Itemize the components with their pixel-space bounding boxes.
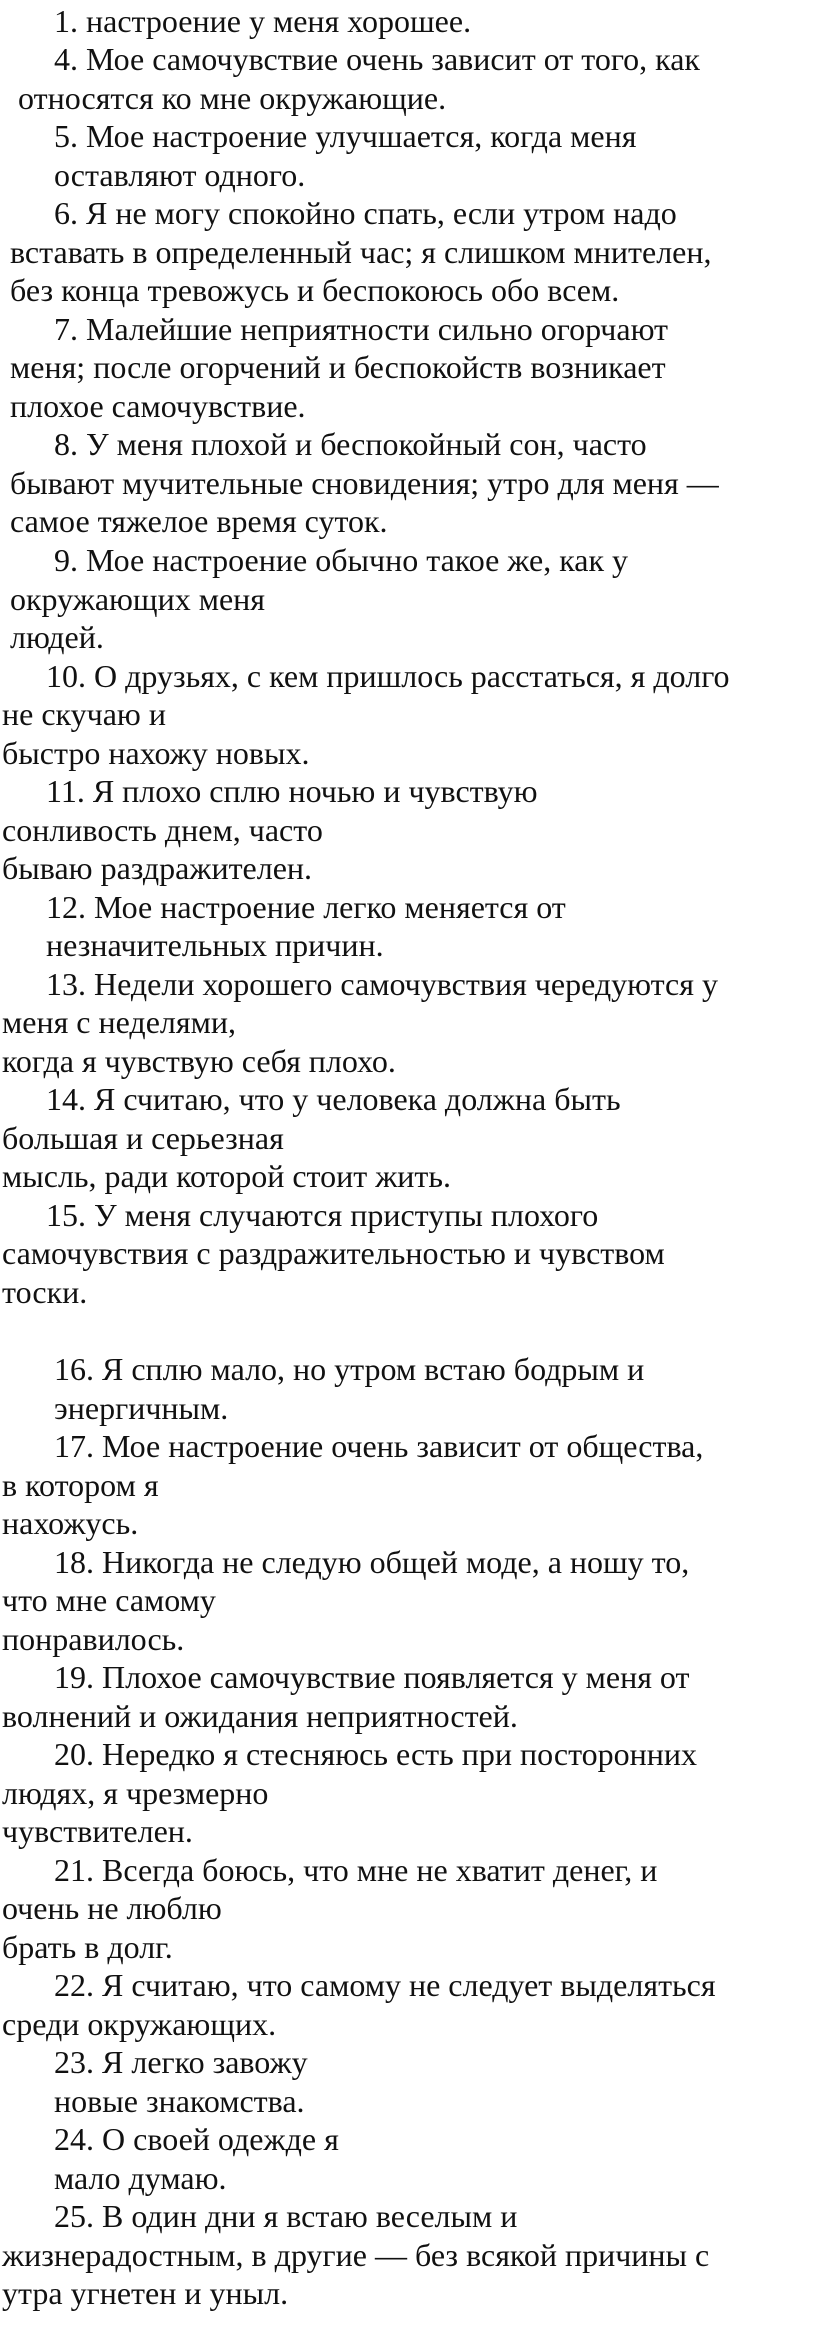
item-5-line-1: 5. Мое настроение улучшается, когда меня	[54, 118, 637, 154]
item-9-line-1: 9. Мое настроение обычно такое же, как у	[54, 542, 628, 578]
item-10-line-2: не скучаю и	[2, 696, 166, 732]
item-21-line-1: 21. Всегда боюсь, что мне не хватит денег, и	[54, 1852, 658, 1888]
item-20-line-1: 20. Нередко я стесняюсь есть при посторонних	[54, 1736, 698, 1772]
item-21-line-3: брать в долг.	[2, 1929, 173, 1965]
item-11-line-2: сонливость днем, часто	[2, 812, 323, 848]
item-8-line-2: бывают мучительные сновидения; утро для меня —	[10, 465, 719, 501]
item-22-line-1: 22. Я считаю, что самому не следует выделяться	[54, 1967, 716, 2003]
item-13-line-2: меня с неделями,	[2, 1004, 236, 1040]
item-19-line-2: волнений и ожидания неприятностей.	[2, 1698, 518, 1734]
item-25-line-2: жизнерадостным, в другие — без всякой причины с	[2, 2237, 710, 2273]
item-4-line-2: относятся ко мне окружающие.	[18, 80, 447, 116]
item-6-line-3: без конца тревожусь и беспокоюсь обо всем.	[10, 272, 620, 308]
item-1-line-1: 1. настроение у меня хорошее.	[54, 3, 472, 39]
item-21-line-2: очень не люблю	[2, 1890, 222, 1926]
item-20-line-3: чувствителен.	[2, 1813, 193, 1849]
item-15-line-3: тоски.	[2, 1274, 88, 1310]
item-5-line-2: оставляют одного.	[54, 157, 306, 193]
item-11-line-1: 11. Я плохо сплю ночью и чувствую	[46, 773, 538, 809]
item-22-line-2: среди окружающих.	[2, 2006, 277, 2042]
item-10-line-1: 10. О друзьях, с кем пришлось расстаться, я долго	[46, 658, 730, 694]
item-12-line-1: 12. Мое настроение легко меняется от	[46, 889, 566, 925]
item-17-line-1: 17. Мое настроение очень зависит от общества,	[54, 1428, 704, 1464]
item-4-line-1: 4. Мое самочувствие очень зависит от того, как	[54, 41, 700, 77]
item-13-line-3: когда я чувствую себя плохо.	[2, 1043, 396, 1079]
item-17-line-3: нахожусь.	[2, 1505, 139, 1541]
item-7-line-2: меня; после огорчений и беспокойств возникает	[10, 349, 666, 385]
item-18-line-1: 18. Никогда не следую общей моде, а ношу то,	[54, 1544, 690, 1580]
item-6-line-2: вставать в определенный час; я слишком мнителен,	[10, 234, 712, 270]
item-19-line-1: 19. Плохое самочувствие появляется у меня от	[54, 1659, 690, 1695]
item-12-line-2: незначительных причин.	[46, 927, 384, 963]
item-11-line-3: бываю раздражителен.	[2, 850, 313, 886]
item-24-line-2: мало думаю.	[54, 2160, 227, 2196]
item-24-line-1: 24. О своей одежде я	[54, 2121, 339, 2157]
item-10-line-3: быстро нахожу новых.	[2, 735, 310, 771]
item-13-line-1: 13. Недели хорошего самочувствия чередуются у	[46, 966, 718, 1002]
item-17-line-2: в котором я	[2, 1467, 159, 1503]
item-16-line-1: 16. Я сплю мало, но утром встаю бодрым и	[54, 1351, 645, 1387]
item-7-line-3: плохое самочувствие.	[10, 388, 306, 424]
item-6-line-1: 6. Я не могу спокойно спать, если утром надо	[54, 195, 677, 231]
item-18-line-3: понравилось.	[2, 1621, 185, 1657]
item-8-line-3: самое тяжелое время суток.	[10, 503, 388, 539]
item-9-line-3: людей.	[10, 619, 104, 655]
item-25-line-1: 25. В один дни я встаю веселым и	[54, 2198, 518, 2234]
item-8-line-1: 8. У меня плохой и беспокойный сон, часто	[54, 426, 647, 462]
item-15-line-1: 15. У меня случаются приступы плохого	[46, 1197, 599, 1233]
item-9-line-2: окружающих меня	[10, 581, 265, 617]
item-20-line-2: людях, я чрезмерно	[2, 1775, 269, 1811]
item-14-line-1: 14. Я считаю, что у человека должна быть	[46, 1081, 621, 1117]
item-23-line-1: 23. Я легко завожу	[54, 2044, 308, 2080]
item-23-line-2: новые знакомства.	[54, 2083, 305, 2119]
item-18-line-2: что мне самому	[2, 1582, 216, 1618]
item-14-line-2: большая и серьезная	[2, 1120, 284, 1156]
item-15-line-2: самочувствия с раздражительностью и чувством	[2, 1235, 665, 1271]
item-25-line-3: утра угнетен и уныл.	[2, 2275, 289, 2311]
item-14-line-3: мысль, ради которой стоит жить.	[2, 1158, 451, 1194]
item-7-line-1: 7. Малейшие неприятности сильно огорчают	[54, 311, 669, 347]
item-16-line-2: энергичным.	[54, 1390, 229, 1426]
